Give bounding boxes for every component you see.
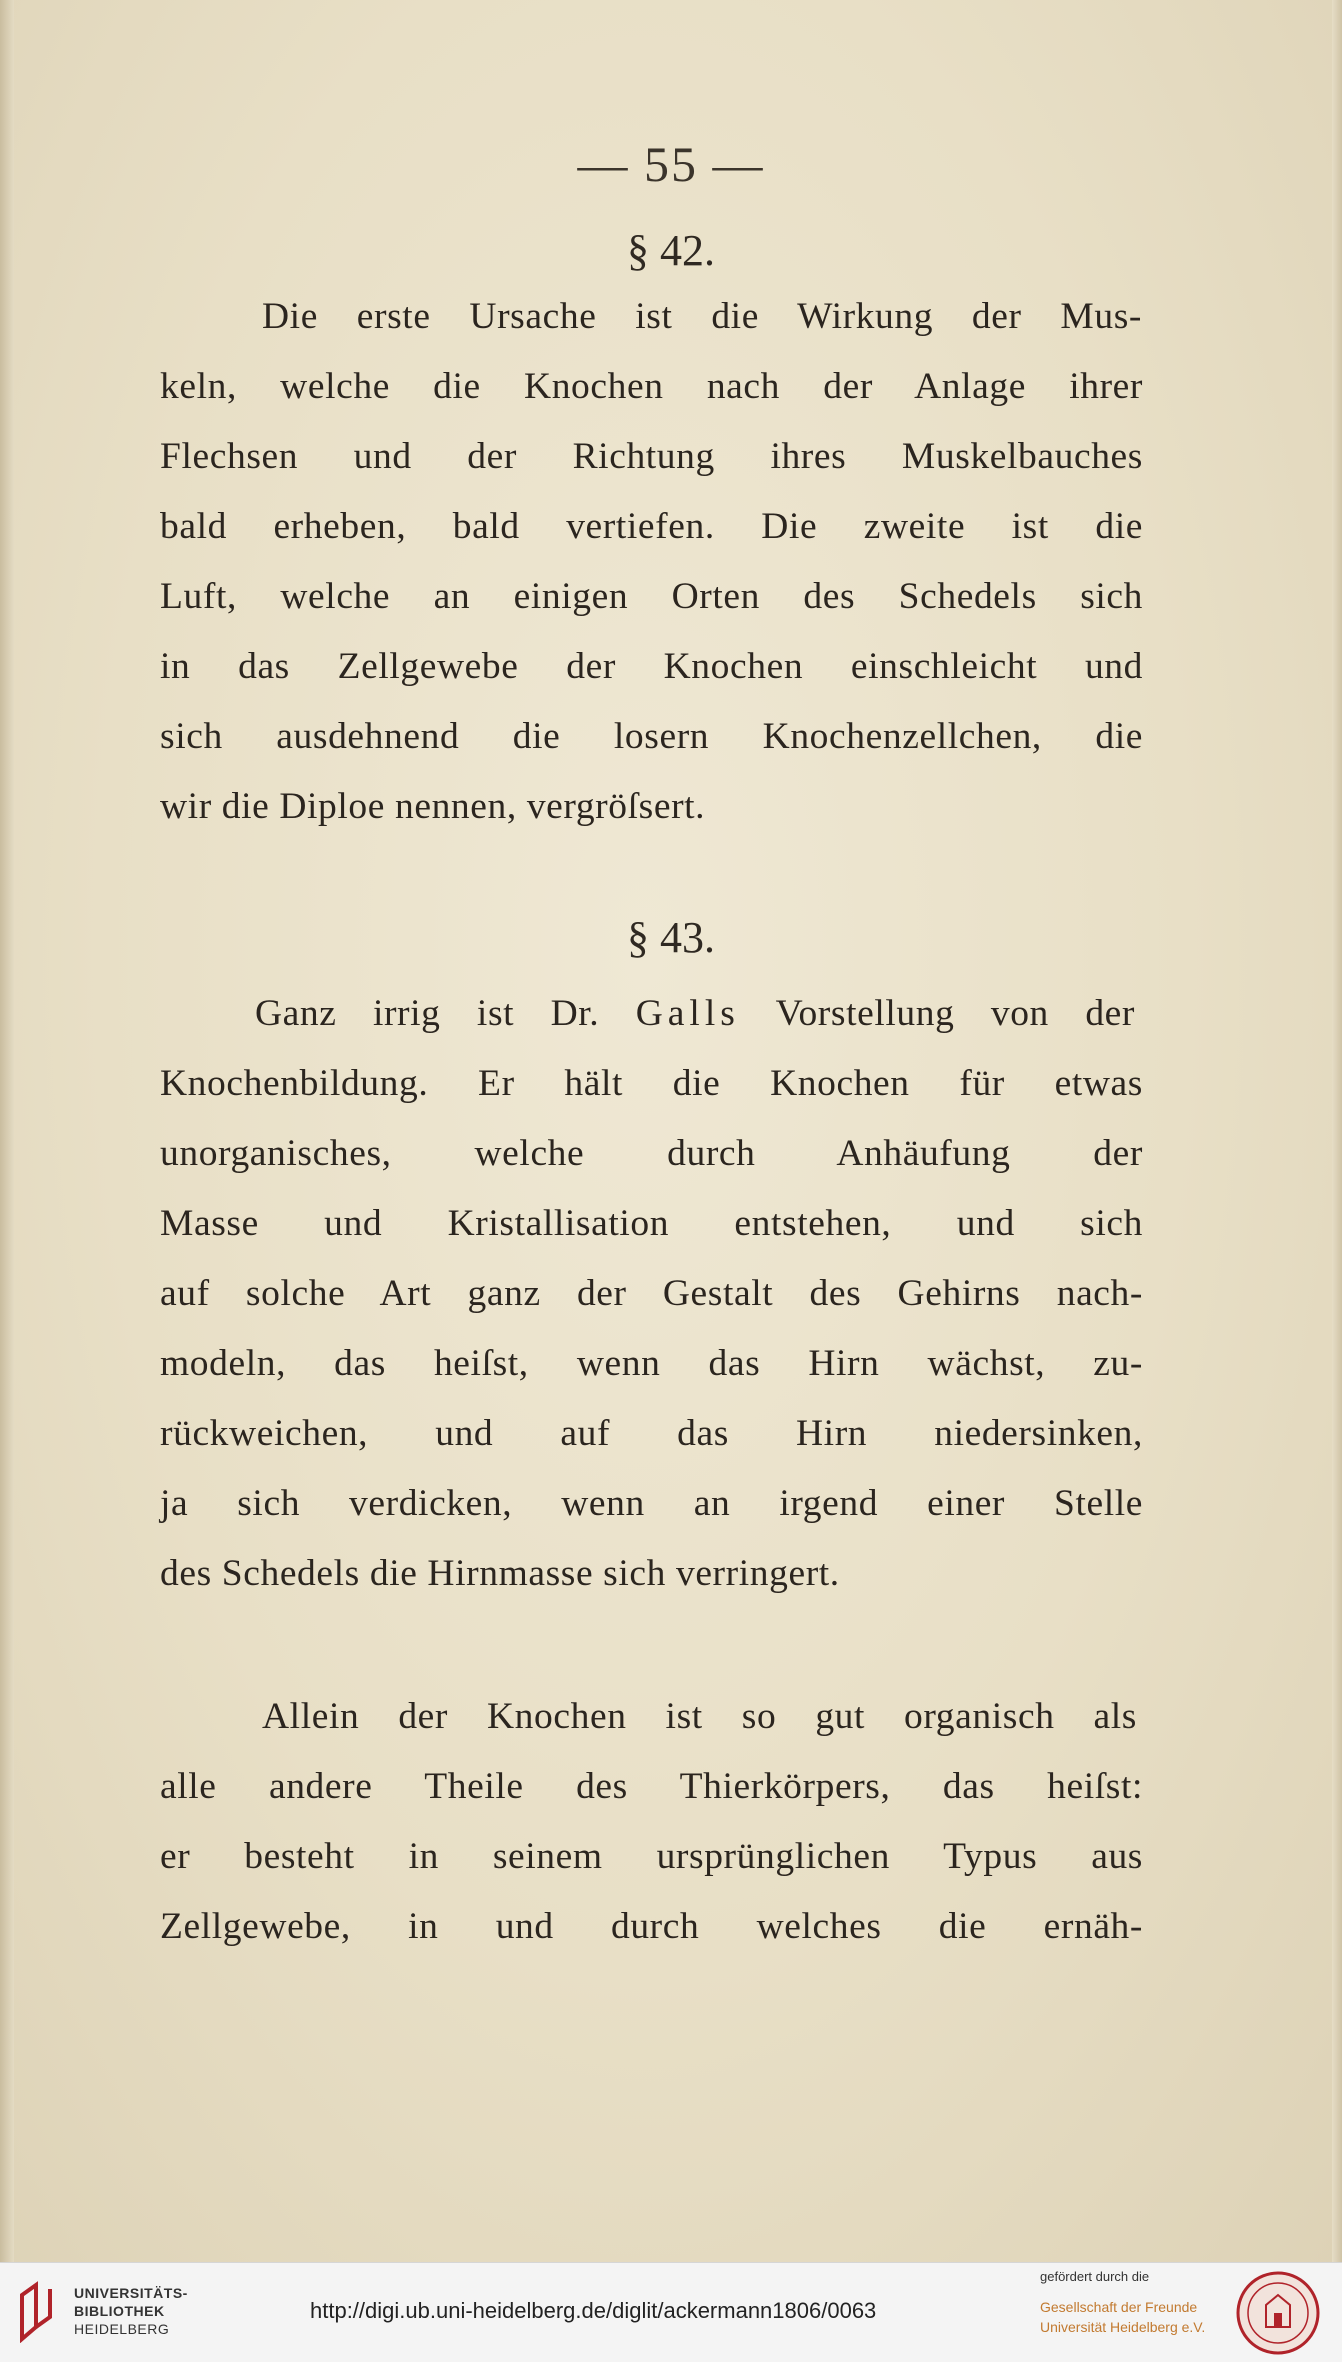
- text-fragment: Vorstellung von der: [739, 993, 1136, 1034]
- text-line: Masse und Kristallisation entstehen, und sich: [160, 1203, 1143, 1244]
- section-heading-42: § 42.: [627, 226, 715, 275]
- library-name-line: HEIDELBERG: [74, 2321, 170, 2337]
- university-seal-icon: [1236, 2271, 1320, 2355]
- section-heading-43: § 43.: [627, 913, 715, 962]
- text-line: Zellgewebe, in und durch welches die ernäh-: [160, 1906, 1143, 1947]
- text-line: in das Zellgewebe der Knochen einschleicht und: [160, 646, 1143, 687]
- page-number: — 55 —: [577, 136, 765, 192]
- text-line: Knochenbildung. Er hält die Knochen für etwas: [160, 1063, 1143, 1104]
- funded-by-label: gefördert durch die: [1040, 2269, 1150, 2284]
- text-line: ja sich verdicken, wenn an irgend einer Stelle: [160, 1483, 1143, 1524]
- society-name-line: Universität Heidelberg e.V.: [1040, 2319, 1206, 2335]
- text-line: Flechsen und der Richtung ihres Muskelbauches: [160, 436, 1143, 477]
- text-line: unorganisches, welche durch Anhäufung der: [160, 1133, 1143, 1174]
- text-line: alle andere Theile des Thierkörpers, das heiſst:: [160, 1766, 1143, 1807]
- text-line: Allein der Knochen ist so gut organisch als: [262, 1696, 1137, 1737]
- library-name-line: UNIVERSITÄTS-: [74, 2285, 188, 2301]
- text-line: bald erheben, bald vertiefen. Die zweite ist die: [160, 506, 1143, 547]
- text-line: [255, 995, 1135, 1033]
- text-line: des Schedels die Hirnmasse sich verringert.: [160, 1553, 840, 1594]
- text-fragment: Ganz irrig ist Dr.: [255, 993, 636, 1034]
- text-line: Die erste Ursache ist die Wirkung der Mus-: [262, 296, 1142, 337]
- permalink-url[interactable]: http://digi.ub.uni-heidelberg.de/diglit/ackermann1806/0063: [310, 2298, 877, 2323]
- text-line: er besteht in seinem ursprünglichen Typus aus: [160, 1836, 1143, 1877]
- text-line: auf solche Art ganz der Gestalt des Gehirns nach-: [160, 1273, 1143, 1314]
- text-line: Luft, welche an einigen Orten des Schedels sich: [160, 576, 1143, 617]
- text-line: wir die Diploe nennen, vergröſsert.: [160, 786, 706, 827]
- society-name-line: Gesellschaft der Freunde: [1040, 2299, 1198, 2315]
- page-edge-left: [0, 0, 14, 2262]
- university-library-logo-icon: [14, 2281, 56, 2343]
- text-line: modeln, das heiſst, wenn das Hirn wächst, zu-: [160, 1343, 1143, 1384]
- text-line: sich ausdehnend die losern Knochenzellchen, die: [160, 716, 1143, 757]
- library-name-line: BIBLIOTHEK: [74, 2303, 165, 2319]
- viewer-footer: [0, 2262, 1342, 2362]
- page-edge-right: [1332, 0, 1342, 2262]
- text-line: keln, welche die Knochen nach der Anlage ihrer: [160, 366, 1143, 407]
- text-line: rückweichen, und auf das Hirn niedersinken,: [160, 1413, 1143, 1454]
- author-name: Galls: [635, 993, 740, 1034]
